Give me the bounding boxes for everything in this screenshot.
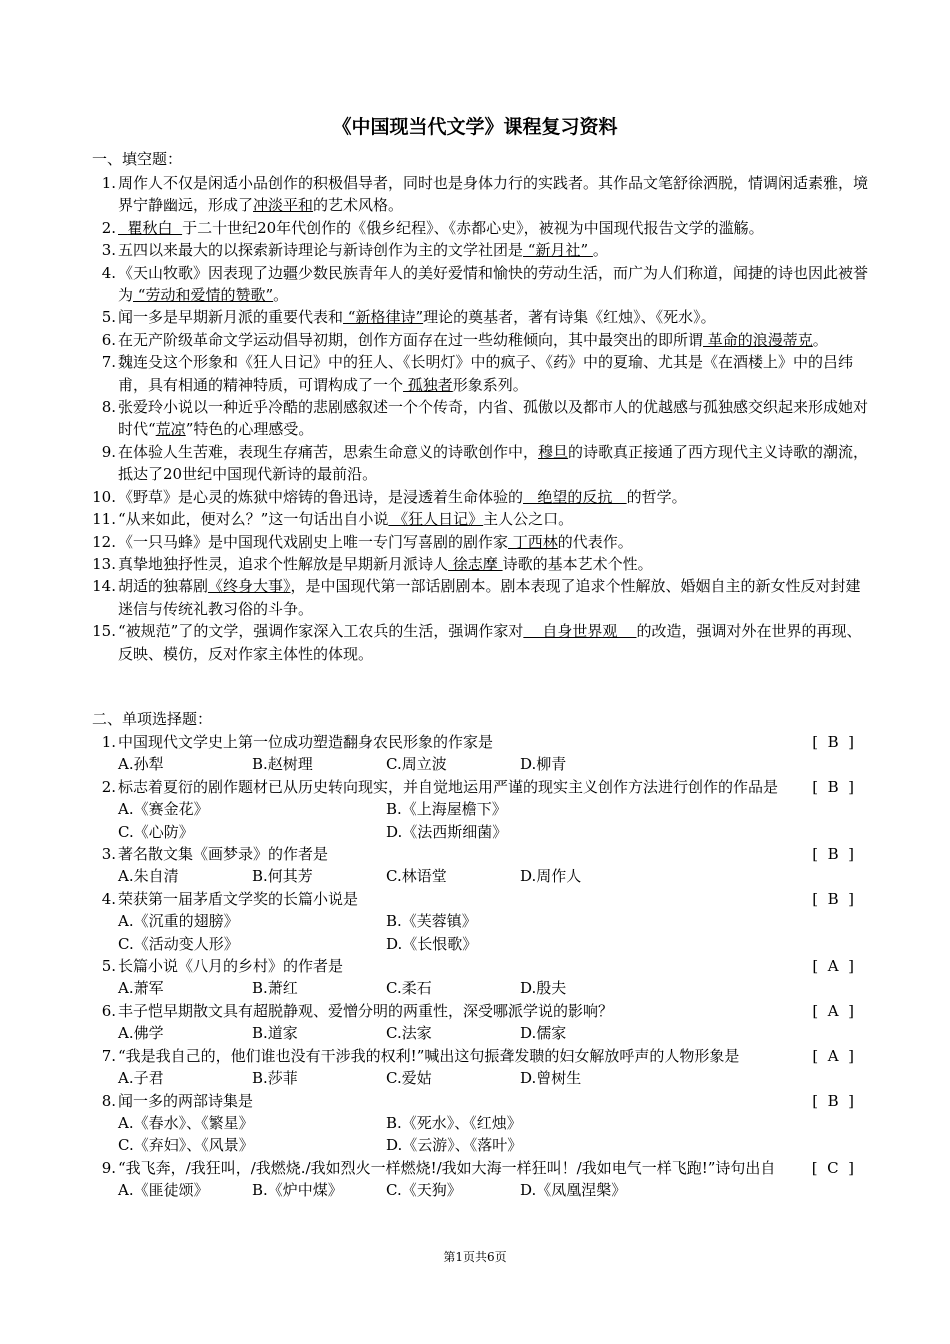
option: C.林语堂 [386,867,447,886]
answer-blank: “新月社” [523,241,593,260]
question-number: 10. [92,487,116,506]
choice-question [92,888,872,910]
text-run: 在无产阶级革命文学运动倡导初期，创作方面存在过一些幼稚倾向，其中最突出的即所谓 [118,330,704,349]
options-row [92,933,872,955]
answer-blank: 孤独者 [403,375,453,394]
question-text [116,553,872,575]
text-run: ”特色的心理感受。 [185,420,314,439]
choice-question [92,1157,872,1179]
answer-bracket: [ B ] [812,777,854,796]
option: A.《沉重的翅膀》 [118,912,239,931]
option: D.殷夫 [520,979,567,998]
question-number: 15. [92,622,116,641]
option: C.《心防》 [118,822,194,841]
option: A.孙犁 [118,755,164,774]
answer-blank: 绝望的反抗 [523,487,627,506]
question-text [116,531,872,553]
question-number: 9. [101,1158,116,1177]
section-choice-heading: 二、单项选择题： [92,710,213,728]
question-text: 著名散文集《画梦录》的作者是 [118,845,329,864]
question-text [116,575,872,620]
text-run: 五四以来最大的以探索新诗理论与新诗创作为主的文学社团是 [118,241,524,260]
question-number: 7. [101,353,116,372]
option: C.周立波 [386,755,447,774]
answer-bracket: [ A ] [812,957,854,976]
answer-blank: 冲淡平和 [253,196,314,215]
text-run: 的艺术风格。 [313,196,404,215]
option: C.《天狗》 [386,1181,462,1200]
option: A.《赛金花》 [118,800,209,819]
text-run: 形象系列。 [452,375,528,394]
text-run: 《一只马蜂》是中国现代戏剧史上唯一专门写喜剧的剧作家 [118,532,509,551]
fill-question [92,262,872,307]
text-run: 诗歌的基本艺术个性。 [502,554,653,573]
answer-bracket: [ B ] [812,1091,854,1110]
option: C.柔石 [386,979,432,998]
options-row [92,1022,872,1044]
fill-question [92,575,872,620]
question-text [116,239,872,261]
question-text [116,172,872,217]
text-run: “从来如此，便对么？”这一句话出自小说 [118,510,389,529]
question-text: 长篇小说《八月的乡村》的作者是 [118,957,344,976]
fill-question [92,620,872,665]
text-run: 在体验人生苦难，表现生存痛苦，思索生命意义的诗歌创作中， [118,442,539,461]
option: B.莎菲 [252,1069,298,1088]
choice-question [92,1000,872,1022]
options-row [92,1134,872,1156]
option: C.《活动变人形》 [118,934,239,953]
options-row [92,1179,872,1201]
options-row [92,821,872,843]
answer-blank: 瞿秋白 [118,218,183,237]
question-text [116,508,872,530]
choice-question [92,731,872,753]
question-text: 闻一多的两部诗集是 [118,1091,254,1110]
question-number: 6. [101,1001,116,1020]
option: A.佛学 [118,1024,164,1043]
question-number: 14. [92,577,116,596]
question-text: 中国现代文学史上第一位成功塑造翻身农民形象的作家是 [118,733,494,751]
answer-bracket: [ B ] [812,733,854,751]
text-run: 。 [812,330,828,349]
options-row [92,977,872,999]
option: C.法家 [386,1024,432,1043]
option: B.《芙蓉镇》 [386,912,477,931]
fill-question [92,329,872,351]
choice-question [92,955,872,977]
answer-bracket: [ C ] [811,1158,854,1177]
text-run: 的代表作。 [557,532,633,551]
choice-question [92,843,872,865]
text-run: 的改造，强调对外在世界的再现、反映、模仿，反对作家主体性的体现。 [118,622,862,663]
answer-blank: 《狂人日记》 [388,510,484,529]
option: B.萧红 [252,979,298,998]
question-number: 13. [92,554,116,573]
answer-blank: 丁西林 [508,532,558,551]
text-run: 真挚地独抒性灵，追求个性解放是早期新月派诗人 [118,554,449,573]
option: A.朱自清 [118,867,179,886]
text-run: 的哲学。 [626,487,687,506]
question-number: 2. [101,218,116,237]
question-number: 8. [101,1091,116,1110]
choice-question [92,1045,872,1067]
answer-blank: 《终身大事》 [208,577,291,596]
text-run: 。 [592,241,608,260]
option: C.《弃妇》、《风景》 [118,1136,254,1155]
text-run: 张爱玲小说以一种近乎冷酷的悲剧感叙述一个个传奇，内省、孤傲以及都市人的优越感与孤独感交织起来形成她对时代“ [118,398,869,439]
fill-question [92,508,872,530]
text-run: 理论的奠基者，著有诗集《红烛》、《死水》。 [423,308,716,327]
question-text [116,396,872,441]
question-text: 荣获第一届茅盾文学奖的长篇小说是 [118,889,359,908]
question-number: 7. [101,1046,116,1065]
text-run: 周作人不仅是闲适小品创作的积极倡导者，同时也是身体力行的实践者。其作品文笔舒徐洒脱，情调闲适素雅，境界宁静幽远，形成了 [118,174,869,215]
question-text: “我飞奔，/我狂叫，/我燃烧./我如烈火一样燃烧!/我如大海一样狂叫！/我如电气一样飞跑!”诗句出自 [118,1158,776,1177]
option: D.《凤凰涅槃》 [520,1181,627,1200]
question-number: 5. [101,957,116,976]
option: D.周作人 [520,867,582,886]
options-row [92,910,872,932]
question-number: 8. [101,398,116,417]
fill-question [92,172,872,217]
fill-question [92,239,872,261]
fill-question [92,306,872,328]
question-number: 5. [101,308,116,327]
option: A.《匪徒颂》 [118,1181,209,1200]
question-text: 丰子恺早期散文具有超脱静观、爱憎分明的两重性，深受哪派学说的影响？ [118,1001,614,1020]
question-text [116,262,872,307]
section-fill-heading: 一、填空题： [92,150,183,168]
question-text [116,306,872,328]
option: D.曾树生 [520,1069,582,1088]
question-text [116,620,872,665]
answer-bracket: [ B ] [812,845,854,864]
question-number: 2. [101,777,116,796]
question-number: 4. [101,263,116,282]
text-run: 闻一多是早期新月派的重要代表和 [118,308,344,327]
text-run: 主人公之口。 [483,510,574,529]
option: C.爱姑 [386,1069,432,1088]
text-run: 于二十世纪20年代创作的《俄乡纪程》、《赤都心史》，被视为中国现代报告文学的滥觞。 [182,218,764,237]
text-run: 。 [273,286,289,305]
answer-bracket: [ A ] [812,1001,854,1020]
option: B.赵树理 [252,755,313,774]
answer-bracket: [ A ] [812,1046,854,1065]
text-run: 《天山牧歌》因表现了边疆少数民族青年人的美好爱情和愉快的劳动生活，而广为人们称道，闻捷的诗也因此被誉为 [118,263,869,305]
answer-blank: 荒凉 [155,420,186,439]
options-row [92,865,872,887]
answer-blank: 自身世界观 [523,622,637,641]
options-row [92,1112,872,1134]
option: B.《炉中煤》 [252,1181,343,1200]
option: A.《春水》、《繁星》 [118,1113,254,1132]
fill-question [92,531,872,553]
page-title: 《中国现当代文学》课程复习资料 [332,116,618,138]
fill-question [92,553,872,575]
question-number: 4. [101,889,116,908]
question-text [116,486,872,508]
fill-question [92,396,872,441]
option: D.《长恨歌》 [386,934,478,953]
option: D.《法西斯细菌》 [386,822,508,841]
answer-blank: “新格律诗” [343,308,424,327]
text-run: 胡适的独幕剧 [118,577,209,596]
question-number: 1. [101,174,116,192]
option: D.儒家 [520,1024,567,1043]
option: A.萧军 [118,979,164,998]
text-run: 的诗歌真正接通了西方现代主义诗歌的潮流，抵达了20世纪中国现代新诗的最前沿。 [118,442,869,484]
fill-question [92,441,872,486]
choice-questions [92,731,872,1202]
text-run: 《野草》是心灵的炼狱中熔铸的鲁迅诗，是浸透着生命体验的 [118,487,524,506]
options-row [92,753,872,775]
answer-blank: 徐志摩 [448,554,503,573]
text-run: 魏连殳这个形象和《狂人日记》中的狂人、《长明灯》中的疯子、《药》中的夏瑜、尤其是《在酒楼上》中的吕纬甫，具有相通的精神特质，可谓构成了一个 [118,353,854,394]
question-number: 6. [101,330,116,349]
question-number: 9. [101,442,116,461]
text-run: “被规范”了的文学，强调作家深入工农兵的生活，强调作家对 [118,622,524,641]
question-number: 1. [101,733,116,751]
option: B.何其芳 [252,867,313,886]
question-number: 3. [101,241,116,260]
choice-question [92,776,872,798]
option: B.道家 [252,1024,298,1043]
options-row [92,1067,872,1089]
answer-blank: 革命的浪漫蒂克 [703,330,813,349]
answer-blank: “劳动和爱情的赞歌” [133,286,274,305]
option: D.柳青 [520,755,567,774]
options-row [92,798,872,820]
choice-question [92,1090,872,1112]
question-text: 标志着夏衍的剧作题材已从历史转向现实，并自觉地运用严谨的现实主义创作方法进行创作的作品是 [118,777,779,796]
option: D.《云游》、《落叶》 [386,1136,523,1155]
fill-question [92,217,872,239]
question-text: “我是我自己的，他们谁也没有干涉我的权利!”喊出这句振聋发聩的妇女解放呼声的人物形象是 [118,1046,740,1065]
question-text [116,329,872,351]
question-number: 3. [101,845,116,864]
text-run: ，是中国现代第一部话剧剧本。剧本表现了追求个性解放、婚姻自主的新女性反对封建迷信与传统礼教习俗的斗争。 [118,577,861,618]
answer-blank: 穆旦 [538,442,569,461]
fill-question [92,486,872,508]
question-number: 11. [92,510,116,529]
question-text [116,351,872,396]
answer-bracket: [ B ] [812,889,854,908]
question-text [116,441,872,486]
question-number: 12. [92,532,116,551]
question-text [116,217,872,239]
option: A.子君 [118,1069,164,1088]
fill-in-questions [92,172,872,665]
option: B.《死水》、《红烛》 [386,1113,522,1132]
option: B.《上海屋檐下》 [386,800,507,819]
page-footer: 第1页共6页 [443,1250,507,1264]
fill-question [92,351,872,396]
